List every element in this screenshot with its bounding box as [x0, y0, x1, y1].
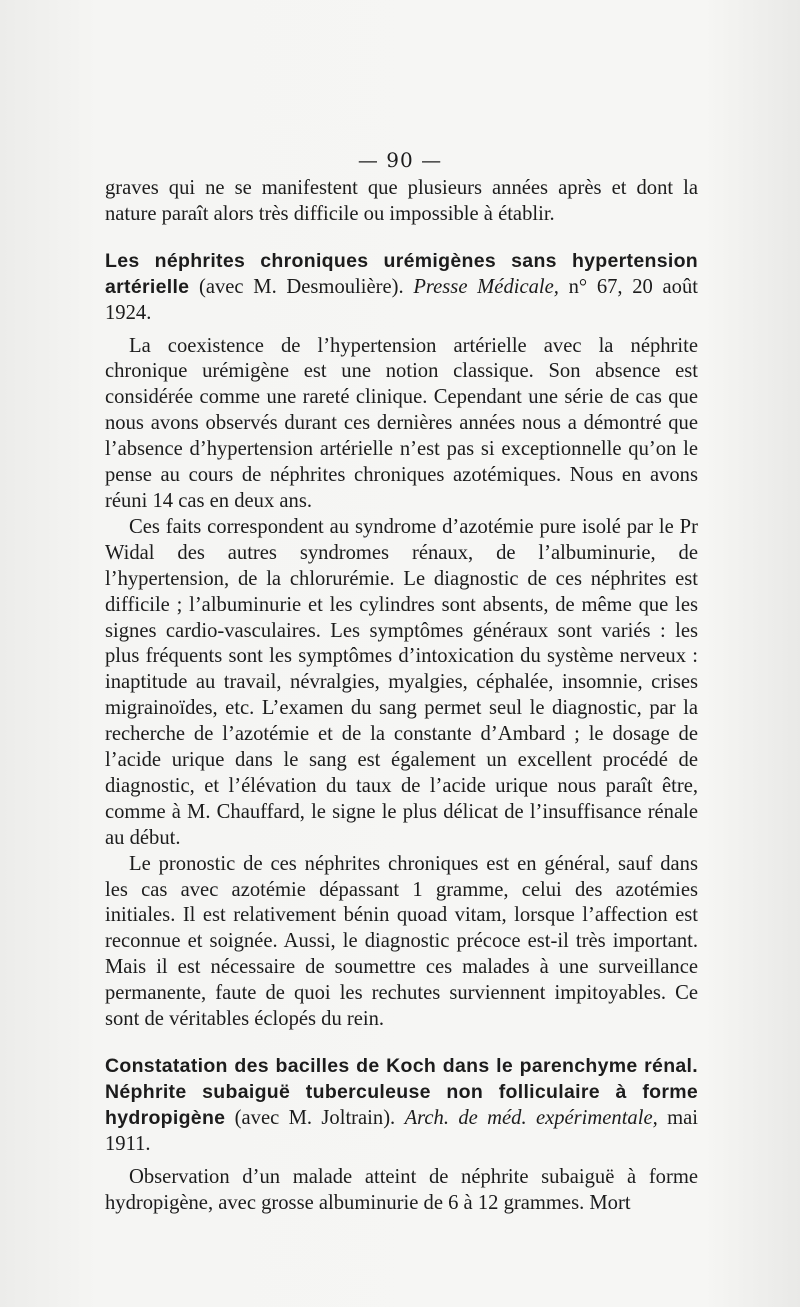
- section-1-title: Les néphrites chroniques urémigènes sans hypertension artérielle: [105, 249, 698, 298]
- body-text: [105, 176, 698, 1216]
- intro-paragraph: graves qui ne se manifestent que plusieurs années après et dont la nature paraît alors très difficile ou impossible à établir.: [105, 177, 698, 225]
- section-2-citation: mai 1911.: [105, 1106, 698, 1155]
- section-1-paragraph-1: La coexistence de l’hypertension artérielle avec la néphrite chronique urémigène est une notion classique. Son absence est considérée comme une rareté clinique. Cependant une série de cas que nous avons observés durant ces dernières années nous a démontré que l’absence d’hypertension artérielle n’est pas si exceptionnelle qu’on le pense au cours de néphrites chroniques azotémiques. Nous en avons réuni 14 cas en deux ans.: [105, 334, 698, 512]
- section-1-journal: Presse Médicale,: [413, 275, 559, 298]
- section-2-paragraph-1: Observation d’un malade atteint de néphrite subaiguë à forme hydropigène, avec grosse albuminurie de 6 à 12 grammes. Mort: [105, 1165, 698, 1214]
- section-1-heading: [105, 249, 698, 327]
- section-1-citation: n° 67, 20 août 1924.: [105, 275, 698, 324]
- section-1-paragraph-2: Ces faits correspondent au syndrome d’azotémie pure isolé par le Pr Widal des autres syndromes rénaux, de l’albuminurie, de l’hypertension, de la chlorurémie. Le diagnostic de ces néphrites est difficile ; l’albuminurie et les cylindres sont absents, de même que les signes cardio-vasculaires. Les symptômes généraux sont variés : les plus fréquents sont les symptômes d’intoxication du système nerveux : inaptitude au travail, névralgies, myalgies, céphalée, insomnie, crises migrainoïdes, etc. L’examen du sang permet seul le diagnostic, par la recherche de l’azotémie et de la constante d’Ambard ; le dosage de l’acide urique dans le sang est également un excellent procédé de diagnostic, et l’élévation du taux de l’acide urique nous paraît être, comme à M. Chauffard, le signe le plus délicat de l’insuffisance rénale au début.: [105, 515, 698, 849]
- page-number: — 90 —: [357, 148, 443, 172]
- section-2-heading: [105, 1054, 698, 1158]
- section-2-journal: Arch. de méd. expérimentale,: [404, 1106, 658, 1129]
- section-1-authors: (avec M. Desmoulière).: [189, 275, 414, 298]
- section-2-title: Constatation des bacilles de Koch dans le parenchyme rénal. Néphrite subaiguë tuberculeuse non folliculaire à forme hydropigène: [105, 1055, 698, 1129]
- section-1-paragraph-3: Le pronostic de ces néphrites chroniques est en général, sauf dans les cas avec azotémie dépassant 1 gramme, celui des azotémies initiales. Il est relativement bénin quoad vitam, lorsque l’affection est reconnue et soignée. Aussi, le diagnostic précoce est-il très important. Mais il est nécessaire de soumettre ces malades à une surveillance permanente, faute de quoi les rechutes surviennent impitoyables. Ce sont de véritables éclopés du rein.: [105, 852, 698, 1031]
- section-2-authors: (avec M. Joltrain).: [225, 1106, 405, 1129]
